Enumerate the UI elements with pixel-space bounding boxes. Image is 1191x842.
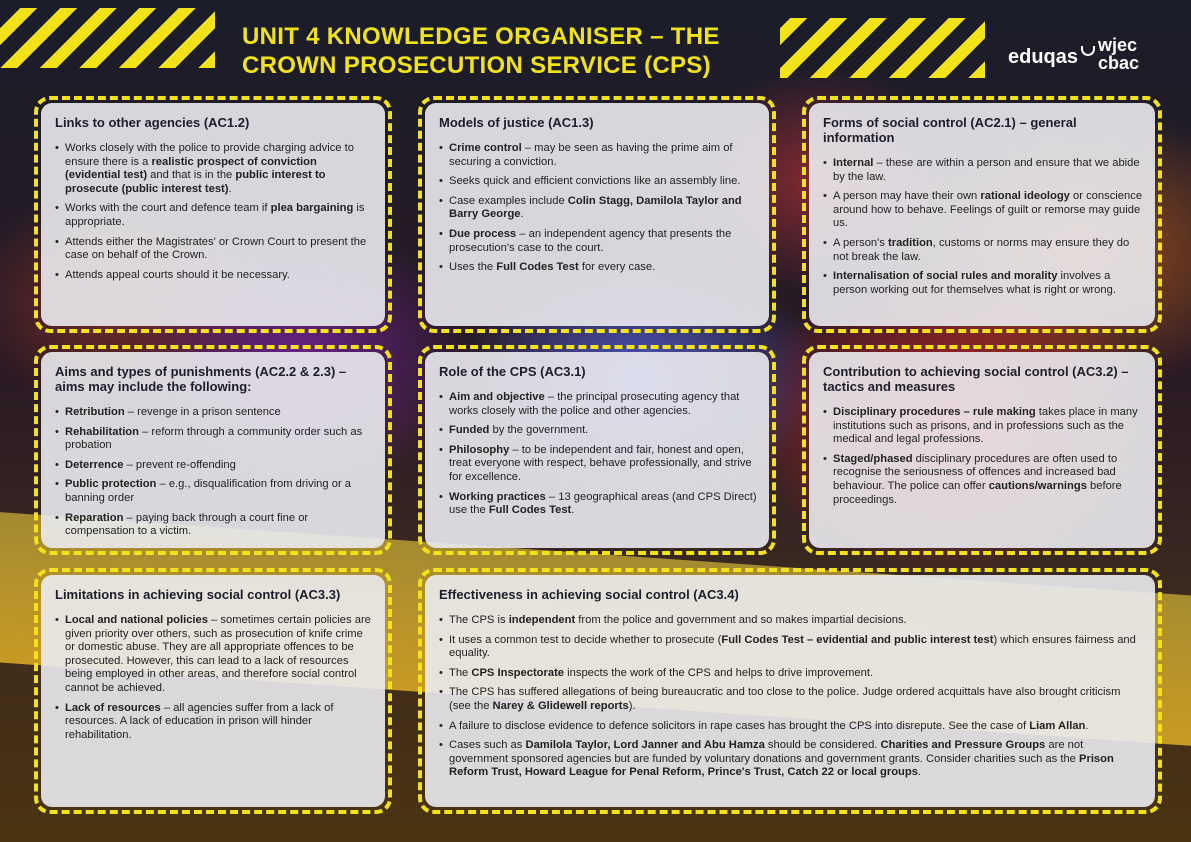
bullet-item: • A person may have their own rational ideology or conscience around how to behave. Feelings of guilt or remorse may guide us. xyxy=(823,190,1143,231)
bullet-item: • Crime control – may be seen as having the prime aim of securing a conviction. xyxy=(439,142,757,169)
bullet-item: • Disciplinary procedures – rule making takes place in many institutions such as prisons, and in professions such as the medical and legal professions. xyxy=(823,406,1143,447)
bullet-item: • Works closely with the police to provide charging advice to ensure there is a realistic prospect of conviction (evidential test) and that is in the public interest to prosecute (public interest test). xyxy=(55,142,373,196)
box-heading: Limitations in achieving social control (AC3.3) xyxy=(55,587,341,602)
bullet-item: • Works with the court and defence team if plea bargaining is appropriate. xyxy=(55,202,373,229)
bullet-item: • The CPS has suffered allegations of being bureaucratic and too close to the police. Judge ordered acquittals have also brought criticism (see the Narey & Glidewell reports). xyxy=(439,686,1143,713)
bullet-item: • Internal – these are within a person and ensure that we abide by the law. xyxy=(823,157,1143,184)
bullet-item: • Seeks quick and efficient convictions like an assembly line. xyxy=(439,175,757,189)
box-heading: Contribution to achieving social control (AC3.2) – tactics and measures xyxy=(823,364,1129,394)
bullet-item: • The CPS is independent from the police and government and so makes impartial decisions. xyxy=(439,614,1143,628)
box-contribution-social-control xyxy=(802,345,1162,555)
wjec-logo xyxy=(1098,36,1168,72)
box-heading: Effectiveness in achieving social control (AC3.4) xyxy=(439,587,739,602)
bullet-item: • The CPS Inspectorate inspects the work of the CPS and helps to drive improvement. xyxy=(439,667,1143,681)
box-links-to-agencies xyxy=(34,96,392,333)
bullet-item: • Case examples include Colin Stagg, Damilola Taylor and Barry George. xyxy=(439,195,757,222)
eduqas-logo-text: eduqas xyxy=(1008,46,1079,68)
wjec-logo-text: wjec xyxy=(1098,35,1138,55)
page-title: UNIT 4 KNOWLEDGE ORGANISER – THE CROWN PROSECUTION SERVICE (CPS) xyxy=(242,23,720,79)
book-icon xyxy=(1081,46,1095,56)
bullet-item: • Staged/phased disciplinary procedures are often used to recognise the seriousness of offences and increased bad behaviour. The police can offer cautions/warnings before proceedings. xyxy=(823,453,1143,507)
bullet-item: • Attends appeal courts should it be necessary. xyxy=(55,269,373,283)
bullet-list xyxy=(55,614,373,742)
bullet-item: • Working practices – 13 geographical areas (and CPS Direct) use the Full Codes Test. xyxy=(439,491,757,518)
bullet-item: • It uses a common test to decide whether to prosecute (Full Codes Test – evidential and public interest test) which ensures fairness and equality. xyxy=(439,634,1143,661)
box-heading: Role of the CPS (AC3.1) xyxy=(439,364,586,379)
bullet-item: • Reparation – paying back through a court fine or compensation to a victim. xyxy=(55,512,373,539)
bullet-item: • Retribution – revenge in a prison sentence xyxy=(55,406,373,420)
bullet-item: • Philosophy – to be independent and fair, honest and open, treat everyone with respect, behave professionally, and strive for excellence. xyxy=(439,444,757,485)
bullet-list xyxy=(439,391,757,518)
bullet-item: • Rehabilitation – reform through a community order such as probation xyxy=(55,426,373,453)
bullet-item: • Funded by the government. xyxy=(439,424,757,438)
bullet-item: • Public protection – e.g., disqualification from driving or a banning order xyxy=(55,478,373,505)
box-heading: Forms of social control (AC2.1) – general information xyxy=(823,115,1077,145)
bullet-item: • Due process – an independent agency that presents the prosecution's case to the court. xyxy=(439,228,757,255)
box-models-of-justice xyxy=(418,96,776,333)
cbac-logo-text: cbac xyxy=(1098,53,1140,73)
bullet-item: • Cases such as Damilola Taylor, Lord Janner and Abu Hamza should be considered. Charities and Pressure Groups are not government sponsored agencies but are funded by voluntary donations and government grants. Consider charities such as the Prison Reform Trust, Howard League for Penal Reform, Prince's Trust, Catch 22 or local groups. xyxy=(439,739,1143,780)
bullet-list xyxy=(439,614,1143,780)
box-forms-of-social-control xyxy=(802,96,1162,333)
box-role-of-cps xyxy=(418,345,776,555)
bullet-item: • A person's tradition, customs or norms may ensure they do not break the law. xyxy=(823,237,1143,264)
box-aims-of-punishment xyxy=(34,345,392,555)
logos xyxy=(1008,32,1178,82)
box-heading: Links to other agencies (AC1.2) xyxy=(55,115,250,130)
box-effectiveness xyxy=(418,568,1162,814)
bullet-item: • Aim and objective – the principal prosecuting agency that works closely with the police and other agencies. xyxy=(439,391,757,418)
bullet-list xyxy=(439,142,757,275)
box-heading: Models of justice (AC1.3) xyxy=(439,115,594,130)
bullet-item: • Local and national policies – sometimes certain policies are given priority over others, such as prosecution of knife crime or domestic abuse. They are all appropriate offences to be prosecuted. However, this can lead to a lack of resources being employed in other areas, and therefore social control cannot be achieved. xyxy=(55,614,373,696)
bullet-item: • A failure to disclose evidence to defence solicitors in rape cases has brought the CPS into disrepute. See the case of Liam Allan. xyxy=(439,720,1143,734)
box-heading: Aims and types of punishments (AC2.2 & 2.3) – aims may include the following: xyxy=(55,364,347,394)
bullet-list xyxy=(823,157,1143,297)
bullet-item: • Uses the Full Codes Test for every case. xyxy=(439,261,757,275)
bullet-item: • Internalisation of social rules and morality involves a person working out for themselves what is right or wrong. xyxy=(823,270,1143,297)
eduqas-logo xyxy=(1008,46,1095,69)
box-limitations xyxy=(34,568,392,814)
hazard-stripes-left xyxy=(0,8,215,68)
bullet-list xyxy=(55,142,373,282)
bullet-item: • Attends either the Magistrates' or Crown Court to present the case on behalf of the Crown. xyxy=(55,236,373,263)
bullet-item: • Deterrence – prevent re-offending xyxy=(55,459,373,473)
bullet-item: • Lack of resources – all agencies suffer from a lack of resources. A lack of education in prison will hinder rehabilitation. xyxy=(55,702,373,743)
bullet-list xyxy=(55,406,373,539)
bullet-list xyxy=(823,406,1143,507)
hazard-stripes-right xyxy=(780,18,985,78)
